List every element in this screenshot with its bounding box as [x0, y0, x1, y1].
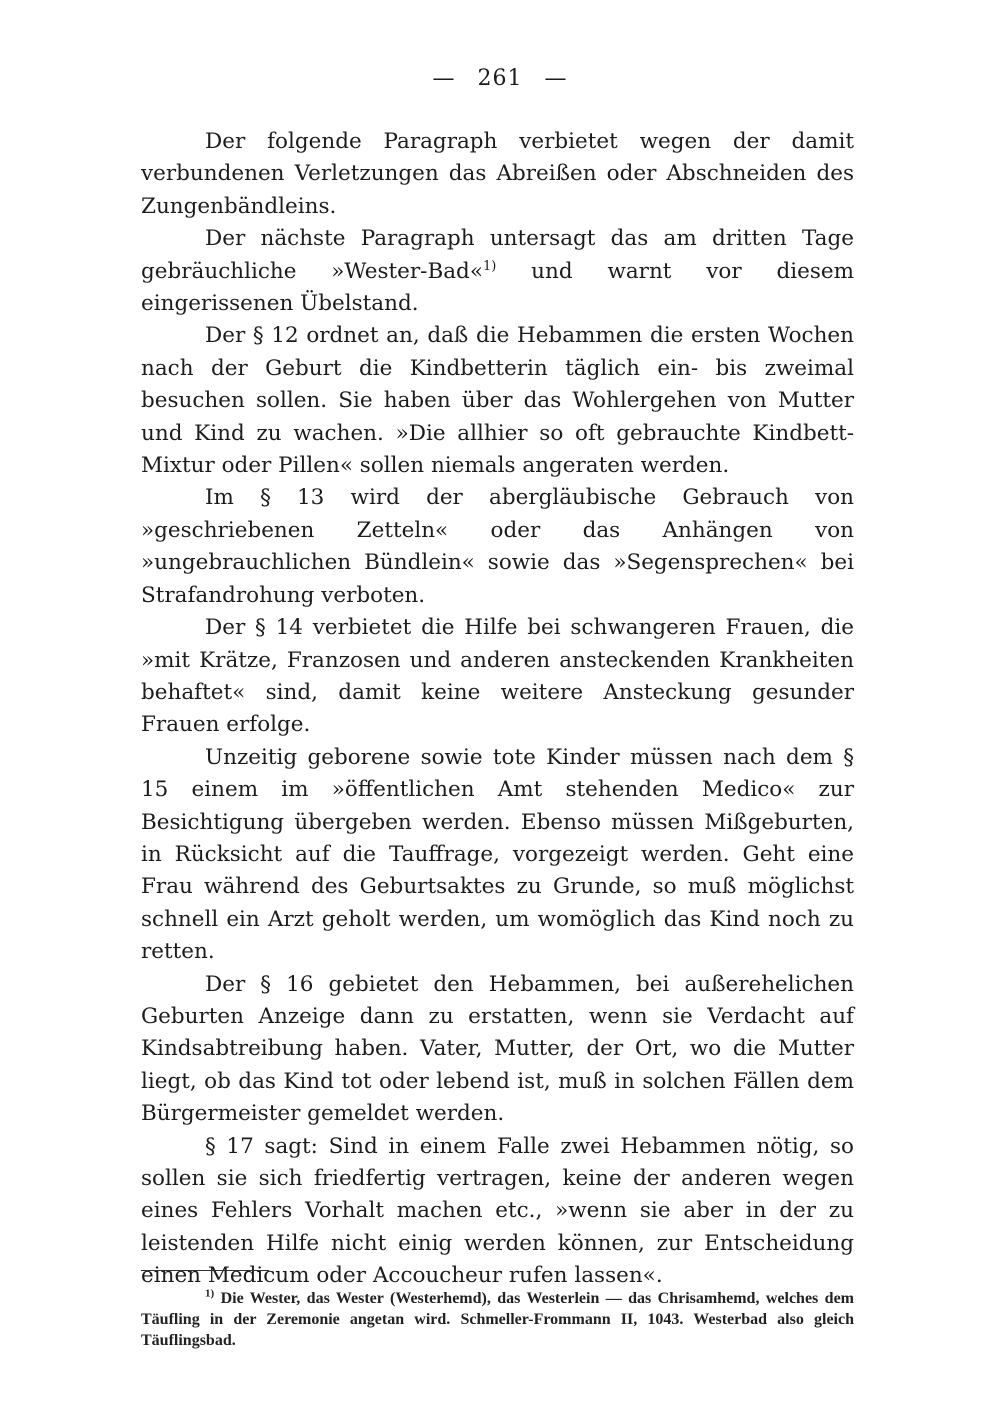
- footnote-reference: 1): [482, 258, 497, 274]
- body-text: [141, 126, 854, 1293]
- paragraph-2-text-after: und warnt vor diesem eingerissenen Übelstand.: [141, 258, 854, 317]
- footnote-mark: 1): [205, 1287, 215, 1300]
- paragraph-6: Unzeitig geborene sowie tote Kinder müssen nach dem § 15 einem im »öffentlichen Amt stehenden Medico« zur Besichtigung übergeben werden. Ebenso müssen Mißgeburten, in Rücksicht auf die Tauffrage, vorgezeigt werden. Geht eine Frau während des Geburtsaktes zu Grunde, so muß möglichst schnell ein Arzt geholt werden, um womöglich das Kind noch zu retten.: [141, 744, 854, 965]
- paragraph-4: Im § 13 wird der abergläubische Gebrauch von »geschriebenen Zetteln« oder das Anhängen von »ungebrauchlichen Bündlein« sowie das »Segensprechen« bei Strafandrohung verboten.: [141, 485, 854, 608]
- paragraph-7: Der § 16 gebietet den Hebammen, bei außerehelichen Geburten Anzeige dann zu erstatten, wenn sie Verdacht auf Kindsabtreibung haben. Vater, Mutter, der Ort, wo die Mutter liegt, ob das Kind tot oder lebend ist, muß in solchen Fällen dem Bürgermeister gemeldet werden.: [141, 971, 854, 1127]
- page-header: [0, 66, 1000, 91]
- paragraph-3: Der § 12 ordnet an, daß die Hebammen die ersten Wochen nach der Geburt die Kindbetterin täglich ein- bis zweimal besuchen sollen. Sie haben über das Wohlergehen von Mutter und Kind zu wachen. »Die allhier so oft gebrauchte Kindbett-Mixtur oder Pillen« sollen niemals angeraten werden.: [141, 323, 854, 479]
- header-dash-right: —: [544, 66, 568, 91]
- paragraph-2: [141, 223, 854, 320]
- paragraph-1: Der folgende Paragraph verbietet wegen der damit verbundenen Verletzungen das Abreißen oder Abschneiden des Zungenbändleins.: [141, 129, 854, 219]
- footnote-text: Die Wester, das Wester (Westerhemd), das Westerlein — das Chrisamhemd, welches dem Täufling in der Zeremonie angetan wird. Schmeller-Frommann II, 1043. Westerbad also gleich Täuflingsbad.: [141, 1290, 854, 1349]
- paragraph-2-text-before: Der nächste Paragraph untersagt das am dritten Tage gebräuchliche »Wester-Bad«: [141, 226, 854, 284]
- footnote-divider: [141, 1270, 269, 1271]
- footnote-paragraph: [141, 1288, 854, 1351]
- page-number: 261: [477, 66, 523, 91]
- paragraph-8: § 17 sagt: Sind in einem Falle zwei Hebammen nötig, so sollen sie sich friedfertig vertragen, keine der anderen wegen eines Fehlers Vorhalt machen etc., »wenn sie aber in der zu leistenden Hilfe nicht einig werden können, zur Entscheidung einen Medicum oder Accoucheur rufen lassen«.: [141, 1133, 854, 1289]
- footnote: [141, 1288, 854, 1351]
- header-dash-left: —: [432, 66, 456, 91]
- paragraph-5: Der § 14 verbietet die Hilfe bei schwangeren Frauen, die »mit Krätze, Franzosen und anderen ansteckenden Krankheiten behaftet« sind, damit keine weitere Ansteckung gesunder Frauen erfolge.: [141, 615, 854, 738]
